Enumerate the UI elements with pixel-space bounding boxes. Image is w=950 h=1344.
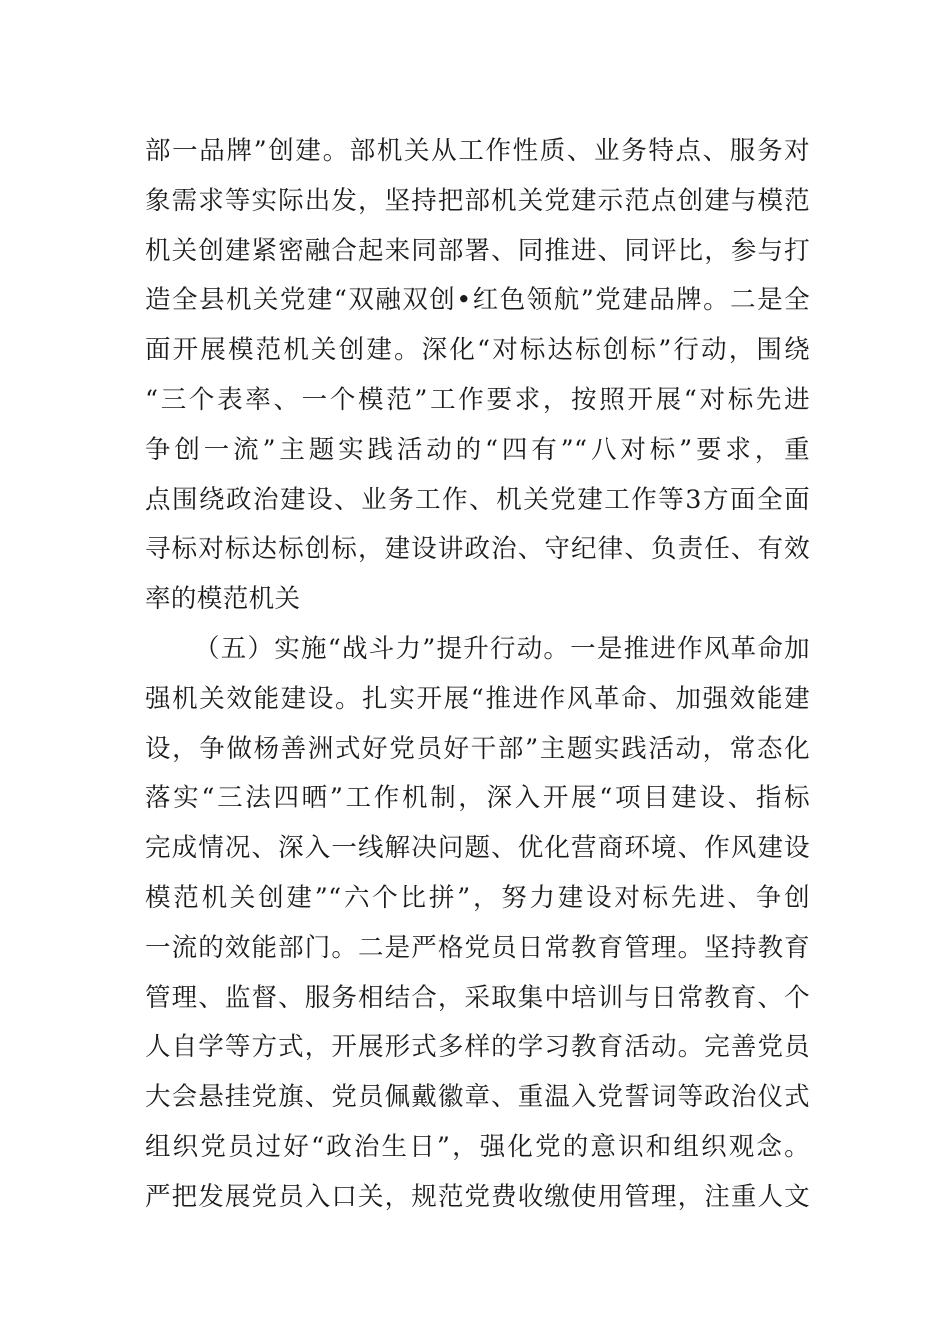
text-line: 争创一流”主题实践活动的“四有”“八对标”要求，重 bbox=[145, 434, 810, 465]
text-line: 模范机关创建”“六个比拼”，努力建设对标先进、争创 bbox=[145, 882, 810, 913]
text-line: 机关创建紧密融合起来同部署、同推进、同评比，参与打 bbox=[145, 235, 810, 266]
paragraph-end-line: 率的模范机关 bbox=[145, 584, 301, 615]
text-line: 组织党员过好“政治生日”，强化党的意识和组织观念。 bbox=[145, 1131, 810, 1162]
text-line: 大会悬挂党旗、党员佩戴徽章、重温入党誓词等政治仪式 bbox=[145, 1082, 810, 1113]
text-line: 一流的效能部门。二是严格党员日常教育管理。坚持教育 bbox=[145, 932, 810, 963]
text-line: 落实“三法四晒”工作机制，深入开展“项目建设、指标 bbox=[145, 783, 810, 814]
section-heading-line: （五）实施“战斗力”提升行动。一是推进作风革命加 bbox=[194, 633, 810, 664]
text-line: “三个表率、一个模范”工作要求，按照开展“对标先进 bbox=[145, 384, 810, 415]
text-line: 强机关效能建设。扎实开展“推进作风革命、加强效能建 bbox=[145, 683, 810, 714]
body-text bbox=[145, 127, 810, 1223]
text-line: 部一品牌”创建。部机关从工作性质、业务特点、服务对 bbox=[145, 136, 810, 166]
text-line: 严把发展党员入口关，规范党费收缴使用管理，注重人文 bbox=[145, 1181, 810, 1212]
text-line: 人自学等方式，开展形式多样的学习教育活动。完善党员 bbox=[145, 1032, 810, 1063]
text-line: 完成情况、深入一线解决问题、优化营商环境、作风建设 bbox=[145, 833, 810, 864]
text-line: 面开展模范机关创建。深化“对标达标创标”行动，围绕 bbox=[145, 335, 810, 366]
text-line: 设，争做杨善洲式好党员好干部”主题实践活动，常态化 bbox=[145, 733, 810, 764]
text-line: 寻标对标达标创标，建设讲政治、守纪律、负责任、有效 bbox=[145, 534, 810, 565]
text-line: 管理、监督、服务相结合，采取集中培训与日常教育、个 bbox=[145, 982, 810, 1013]
text-line: 点围绕政治建设、业务工作、机关党建工作等3方面全面 bbox=[145, 484, 810, 515]
text-line: 象需求等实际出发，坚持把部机关党建示范点创建与模范 bbox=[145, 185, 810, 216]
text-line: 造全县机关党建“双融双创•红色领航”党建品牌。二是全 bbox=[145, 285, 810, 316]
